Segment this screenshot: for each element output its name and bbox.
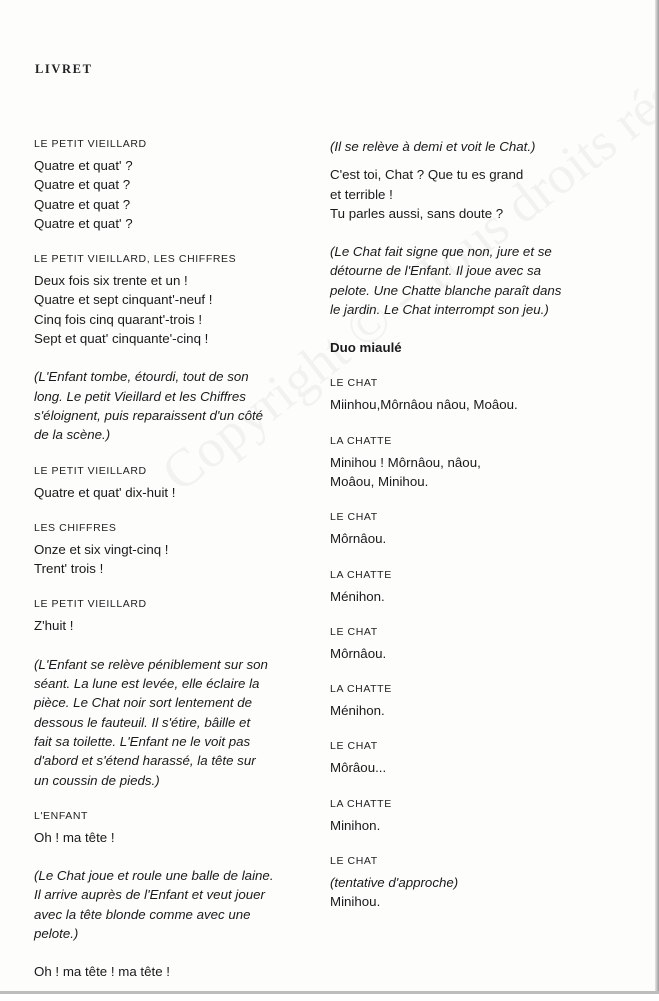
libretto-block <box>34 521 309 579</box>
stage-direction-line: pelote.) <box>34 926 79 942</box>
stage-direction-line: séant. La lune est levée, elle éclaire la <box>34 676 260 692</box>
sung-line: et terrible ! <box>330 186 393 202</box>
sung-line: Z'huit ! <box>34 618 74 634</box>
libretto-block <box>34 464 309 502</box>
libretto-block <box>34 597 309 635</box>
sung-line: Quatre et quat ? <box>34 196 131 212</box>
libretto-block <box>34 655 309 790</box>
sung-line: Tu parles aussi, sans doute ? <box>330 205 504 221</box>
libretto-block <box>330 797 600 835</box>
sung-line: Môrnâou. <box>330 531 387 547</box>
libretto-block <box>34 137 309 233</box>
stage-direction-line: fait sa toilette. L'Enfant ne le voit pas <box>34 733 251 749</box>
speaker-name: LE CHAT <box>330 625 378 638</box>
speaker-name: L'ENFANT <box>34 809 89 822</box>
page-header: LIVRET <box>35 62 93 76</box>
libretto-block <box>330 854 600 912</box>
sung-line: Oh ! ma tête ! ma tête ! <box>34 964 170 980</box>
libretto-block <box>330 376 600 414</box>
stage-direction-line: un coussin de pieds.) <box>34 772 160 788</box>
section-title: Duo miaulé <box>330 340 402 356</box>
stage-direction-line: (Le Chat joue et roule une balle de laine. <box>34 868 274 884</box>
left-column <box>34 137 309 1001</box>
stage-direction-line: (L'Enfant tombe, étourdi, tout de son <box>34 369 249 385</box>
sung-line: Minihou. <box>330 894 381 910</box>
sung-line: Quatre et quat ? <box>34 177 131 193</box>
stage-direction-line: le jardin. Le Chat interrompt son jeu.) <box>330 302 549 318</box>
libretto-block <box>330 682 600 720</box>
sung-line: Quatre et quat' ? <box>34 158 133 173</box>
speaker-name: LE CHAT <box>330 377 378 390</box>
sung-line: Ménihon. <box>330 703 385 719</box>
stage-direction-line: Il arrive auprès de l'Enfant et veut jouer <box>34 887 265 903</box>
sung-line: C'est toi, Chat ? Que tu es grand <box>330 167 524 183</box>
libretto-block <box>330 338 600 357</box>
speaker-name: LA CHATTE <box>330 797 392 810</box>
sung-line: Moâou, Minihou. <box>330 473 429 489</box>
sung-line: Sept et quat' cinquante'-cinq ! <box>34 331 209 347</box>
libretto-block <box>330 510 600 548</box>
libretto-block <box>330 625 600 663</box>
sung-line: Minihou ! Môrnâou, nâou, <box>330 454 481 470</box>
sung-line: Oh ! ma tête ! <box>34 829 115 845</box>
right-column <box>330 137 600 931</box>
libretto-block <box>330 137 600 156</box>
stage-direction-line: avec la tête blonde comme avec une <box>34 906 251 922</box>
sung-line: Minihon. <box>330 817 381 833</box>
stage-direction-line: (L'Enfant se relève péniblement sur son <box>34 656 268 672</box>
sung-line: Quatre et quat' ? <box>34 215 133 231</box>
speaker-name: LA CHATTE <box>330 568 392 581</box>
stage-direction-line: détourne de l'Enfant. Il joue avec sa <box>330 263 541 279</box>
stage-direction-line: d'abord et s'étend harassé, la tête sur <box>34 753 256 769</box>
speaker-name: LE PETIT VIEILLARD <box>34 138 147 150</box>
libretto-block <box>330 739 600 777</box>
sung-line: Onze et six vingt-cinq ! <box>34 541 169 557</box>
speaker-name: LE CHAT <box>330 511 378 524</box>
sung-line: Deux fois six trente et un ! <box>34 273 188 289</box>
sung-line: Môrnâou. <box>330 645 387 661</box>
libretto-block <box>330 165 600 223</box>
libretto-block <box>330 242 600 319</box>
libretto-block <box>34 367 309 444</box>
sung-line: Quatre et quat' dix-huit ! <box>34 484 176 500</box>
stage-direction-line: dessous le fauteuil. Il s'étire, bâille et <box>34 714 251 730</box>
speaker-name: LES CHIFFRES <box>34 521 117 534</box>
sung-line: Cinq fois cinq quarant'-trois ! <box>34 311 203 327</box>
speaker-name: LE PETIT VIEILLARD <box>34 598 147 611</box>
speaker-name: LE CHAT <box>330 740 378 753</box>
speaker-name: LE CHAT <box>330 855 378 868</box>
speaker-name: LE PETIT VIEILLARD, LES CHIFFRES <box>34 253 237 266</box>
libretto-block <box>34 962 309 981</box>
speaker-name: LA CHATTE <box>330 683 392 696</box>
stage-direction-line: pelote. Une Chatte blanche paraît dans <box>330 282 562 298</box>
libretto-block <box>330 434 600 492</box>
libretto-block <box>34 809 309 847</box>
libretto-block <box>330 568 600 606</box>
stage-direction-line: de la scène.) <box>34 427 111 443</box>
libretto-block <box>34 252 309 348</box>
sung-line: Quatre et sept cinquant'-neuf ! <box>34 292 213 308</box>
stage-direction-line: (Le Chat fait signe que non, jure et se <box>330 244 552 260</box>
speaker-name: LE PETIT VIEILLARD <box>34 464 147 477</box>
stage-direction-line: long. Le petit Vieillard et les Chiffres <box>34 388 246 404</box>
sung-line: Miinhou,Môrnâou nâou, Moâou. <box>330 397 518 413</box>
stage-direction-line: (tentative d'approche) <box>330 875 459 891</box>
stage-direction-line: pièce. Le Chat noir sort lentement de <box>34 695 253 711</box>
stage-direction-line: (Il se relève à demi et voit le Chat.) <box>330 139 536 154</box>
sung-line: Ménihon. <box>330 588 385 604</box>
sung-line: Môrâou... <box>330 760 387 776</box>
speaker-name: LA CHATTE <box>330 434 392 447</box>
libretto-block <box>34 866 309 943</box>
page-edge-right <box>655 0 659 994</box>
sung-line: Trent' trois ! <box>34 561 104 577</box>
stage-direction-line: s'éloignent, puis reparaissent d'un côté <box>34 407 264 423</box>
